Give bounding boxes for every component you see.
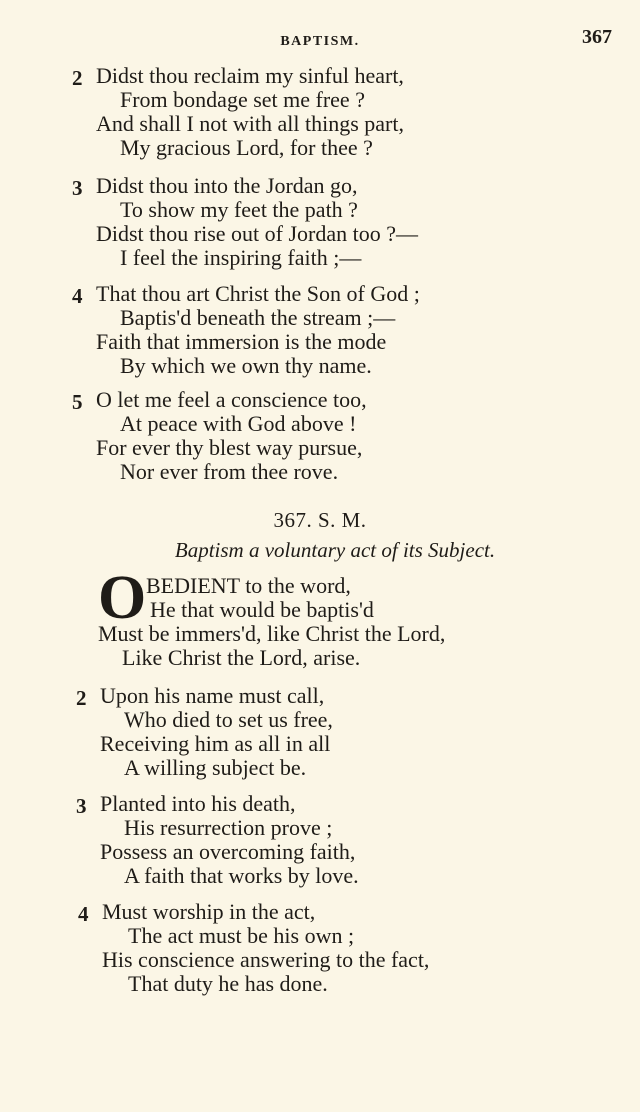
verse-line: Planted into his death,: [100, 791, 296, 816]
drop-cap: O: [98, 564, 147, 632]
verse-line: To show my feet the path ?: [120, 197, 358, 222]
verse-line: Must be immers'd, like Christ the Lord,: [98, 621, 446, 646]
stanza-number: 4: [72, 284, 83, 308]
stanza-number: 5: [72, 390, 83, 414]
verse-line: Must worship in the act,: [102, 899, 316, 924]
stanza-number: 3: [76, 794, 87, 818]
verse-line: Faith that immersion is the mode: [96, 329, 387, 354]
verse-line: From bondage set me free ?: [120, 87, 365, 112]
verse-line: BEDIENT to the word,: [146, 573, 351, 598]
verse-line: And shall I not with all things part,: [96, 111, 404, 136]
verse-line: At peace with God above !: [120, 411, 357, 436]
verse-line: His conscience answering to the fact,: [102, 947, 430, 972]
verse-line: Didst thou into the Jordan go,: [96, 173, 358, 198]
verse-line: Receiving him as all in all: [100, 731, 331, 756]
verse-line: By which we own thy name.: [120, 353, 372, 378]
hymn-heading: 367. S. M.: [273, 508, 367, 532]
verse-line: For ever thy blest way pursue,: [96, 435, 363, 460]
verse-line: Didst thou reclaim my sinful heart,: [96, 63, 404, 88]
verse-line: That duty he has done.: [128, 971, 328, 996]
verse-line: Baptis'd beneath the stream ;—: [120, 305, 396, 330]
verse-line: O let me feel a conscience too,: [96, 387, 367, 412]
verse-line: His resurrection prove ;: [124, 815, 333, 840]
stanza-number: 2: [76, 686, 87, 710]
hymn-subtitle: Baptism a voluntary act of its Subject.: [174, 538, 496, 562]
verse-line: Upon his name must call,: [100, 683, 325, 708]
verse-line: The act must be his own ;: [128, 923, 355, 948]
running-header-title: BAPTISM.: [280, 34, 360, 49]
verse-line: Who died to set us free,: [124, 707, 333, 732]
verse-line: Possess an overcoming faith,: [100, 839, 356, 864]
verse-line: That thou art Christ the Son of God ;: [96, 281, 420, 306]
verse-line: My gracious Lord, for thee ?: [120, 135, 373, 160]
page-number: 367: [582, 26, 612, 48]
verse-line: Like Christ the Lord, arise.: [122, 645, 361, 670]
stanza-number: 3: [72, 176, 83, 200]
verse-line: A willing subject be.: [124, 755, 307, 780]
stanza-number: 4: [78, 902, 89, 926]
verse-line: Nor ever from thee rove.: [120, 459, 339, 484]
verse-line: He that would be baptis'd: [150, 597, 374, 622]
verse-line: A faith that works by love.: [124, 863, 359, 888]
stanza-number: 2: [72, 66, 83, 90]
verse-line: Didst thou rise out of Jordan too ?—: [96, 221, 419, 246]
verse-line: I feel the inspiring faith ;—: [120, 245, 362, 270]
